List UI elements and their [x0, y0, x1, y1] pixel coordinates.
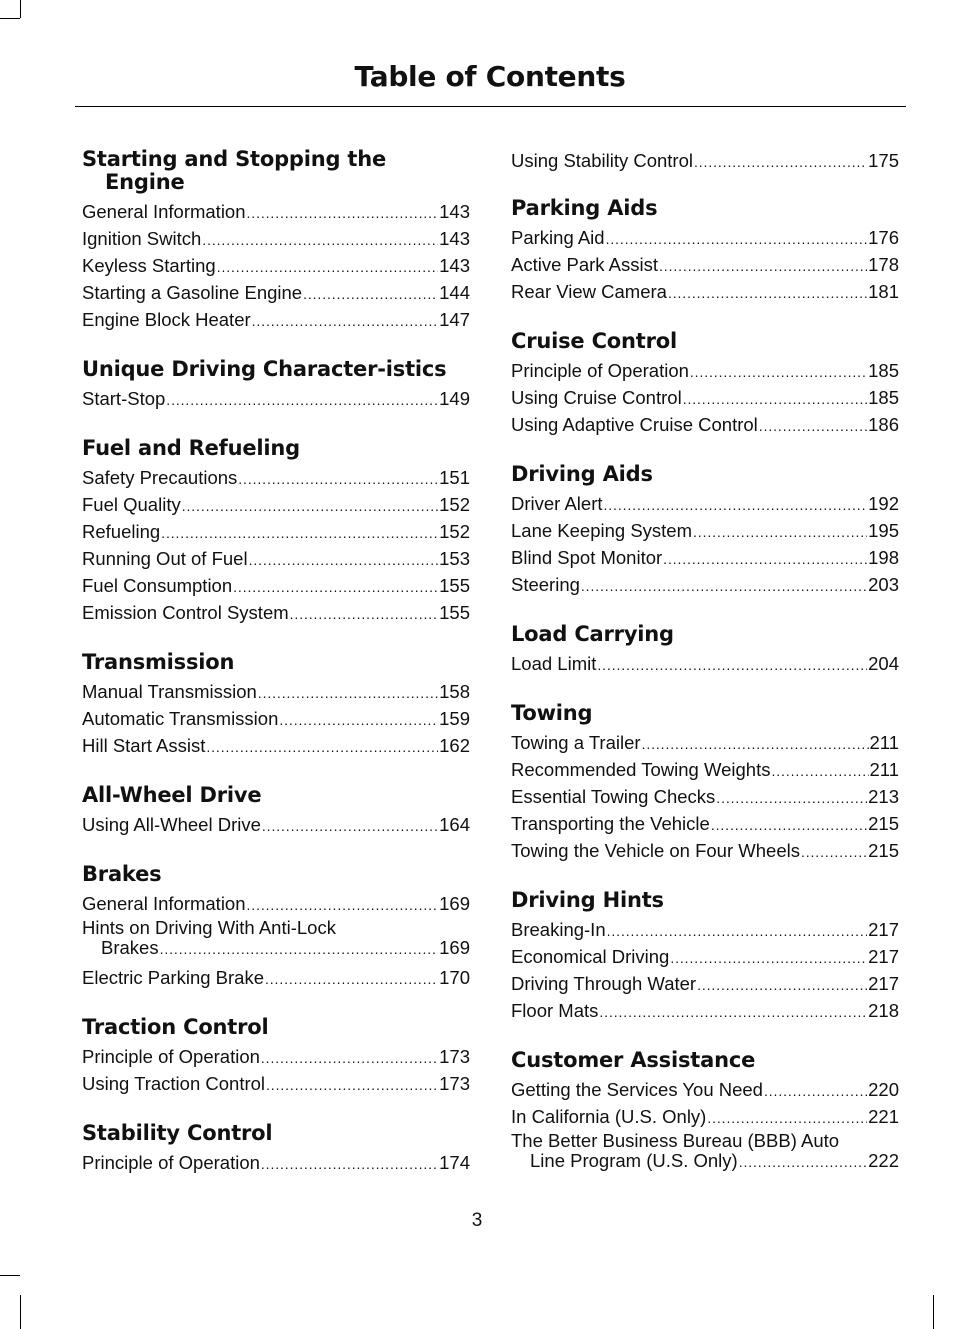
dot-leader — [303, 281, 438, 307]
entry-page-number: 222 — [868, 1150, 899, 1171]
entry-page-number: 211 — [869, 759, 899, 780]
entry-page-number: 155 — [439, 575, 470, 596]
entry-label: Hints on Driving With Anti-Lock — [82, 917, 336, 938]
toc-entry[interactable] — [511, 944, 899, 971]
entry-label: Using Stability Control — [511, 150, 693, 171]
entry-label: Driving Through Water — [511, 973, 697, 994]
entry-label: Using Cruise Control — [511, 387, 682, 408]
dot-leader — [249, 547, 439, 573]
entry-page-number: 198 — [868, 547, 899, 568]
entry-page-number: 174 — [439, 1152, 470, 1173]
entry-label: Driver Alert — [511, 493, 603, 514]
entry-page-number: 164 — [439, 814, 470, 835]
entry-page-number: 169 — [439, 893, 470, 914]
toc-entry[interactable] — [82, 465, 470, 492]
dot-leader — [599, 999, 867, 1025]
entry-label: General Information — [82, 893, 246, 914]
toc-section-towing — [511, 702, 899, 865]
toc-entry[interactable] — [511, 1104, 899, 1131]
toc-left-column — [82, 148, 470, 1201]
dot-leader — [247, 892, 439, 918]
entry-label-continued: Line Program (U.S. Only) — [530, 1150, 738, 1171]
entry-label: Rear View Camera — [511, 281, 667, 302]
entry-page-number: 186 — [868, 414, 899, 435]
entry-label: Blind Spot Monitor — [511, 547, 663, 568]
toc-entry[interactable] — [82, 965, 470, 992]
entry-label: Steering — [511, 574, 580, 595]
toc-section-transmission — [82, 651, 470, 760]
entry-page-number: 155 — [439, 602, 470, 623]
page-title: Table of Contents — [354, 60, 626, 93]
entry-label: Essential Towing Checks — [511, 786, 716, 807]
toc-entry[interactable] — [511, 838, 899, 865]
toc-entry[interactable] — [511, 518, 899, 545]
dot-leader — [604, 492, 868, 518]
section-heading: Stability Control — [82, 1121, 273, 1145]
entry-label: Towing a Trailer — [511, 732, 641, 753]
dot-leader — [711, 812, 867, 838]
entry-page-number: 215 — [868, 840, 899, 861]
entry-label: Using Traction Control — [82, 1073, 266, 1094]
toc-section-unique-driving-character-istics — [82, 358, 470, 413]
toc-entry[interactable] — [82, 918, 470, 965]
section-heading: Customer Assistance — [511, 1048, 756, 1072]
entry-page-number: 162 — [439, 735, 470, 756]
dot-leader — [233, 574, 438, 600]
crop-mark-bottom-left-horizontal — [0, 1275, 20, 1276]
toc-section-all-wheel-drive — [82, 784, 470, 839]
toc-section-fuel-and-refueling — [82, 437, 470, 627]
entry-page-number: 147 — [439, 309, 470, 330]
entry-label: Principle of Operation — [82, 1046, 260, 1067]
dot-leader — [202, 227, 438, 253]
entry-page-number: 143 — [439, 201, 470, 222]
entry-label: Fuel Quality — [82, 494, 181, 515]
toc-entry[interactable] — [511, 651, 899, 678]
entry-label: Manual Transmission — [82, 681, 257, 702]
crop-mark-top-left-vertical — [20, 0, 21, 18]
entry-page-number: 204 — [868, 653, 899, 674]
page-number: 3 — [471, 1210, 483, 1231]
entry-label: Starting a Gasoline Engine — [82, 282, 303, 303]
toc-entry[interactable] — [511, 730, 899, 757]
section-heading: Driving Hints — [511, 888, 664, 912]
toc-section-customer-assistance — [511, 1049, 899, 1178]
dot-leader — [764, 1078, 867, 1104]
toc-section-continued — [511, 148, 899, 175]
section-heading: Brakes — [82, 862, 162, 886]
entry-label: Floor Mats — [511, 1000, 599, 1021]
dot-leader — [642, 731, 869, 757]
toc-entry[interactable] — [511, 148, 899, 175]
entry-page-number: 211 — [869, 732, 899, 753]
toc-entry[interactable] — [82, 307, 470, 334]
toc-entry[interactable] — [511, 572, 899, 599]
toc-entry[interactable] — [82, 226, 470, 253]
dot-leader — [597, 652, 867, 678]
toc-entry[interactable] — [82, 519, 470, 546]
entry-label: Lane Keeping System — [511, 520, 693, 541]
entry-page-number: 153 — [439, 548, 470, 569]
toc-entry[interactable] — [82, 600, 470, 627]
toc-entry[interactable] — [82, 679, 470, 706]
dot-leader — [697, 972, 867, 998]
toc-right-column — [511, 148, 899, 1202]
entry-page-number: 152 — [439, 494, 470, 515]
section-heading: Traction Control — [82, 1015, 269, 1039]
entry-page-number: 203 — [868, 574, 899, 595]
entry-label: Load Limit — [511, 653, 597, 674]
toc-entry[interactable] — [511, 252, 899, 279]
entry-label: Refueling — [82, 521, 161, 542]
entry-page-number: 149 — [439, 388, 470, 409]
toc-entry[interactable] — [82, 546, 470, 573]
toc-section-brakes — [82, 863, 470, 992]
dot-leader — [290, 601, 438, 627]
entry-page-number: 185 — [868, 387, 899, 408]
dot-leader — [801, 839, 867, 865]
dot-leader — [693, 519, 867, 545]
dot-leader — [182, 493, 438, 519]
section-heading: Parking Aids — [511, 196, 658, 220]
toc-entry[interactable] — [82, 891, 470, 918]
toc-entry[interactable] — [82, 386, 470, 413]
entry-label: General Information — [82, 201, 246, 222]
toc-entry[interactable] — [511, 1077, 899, 1104]
entry-label: Running Out of Fuel — [82, 548, 248, 569]
entry-page-number: 221 — [868, 1106, 899, 1127]
entry-label: Getting the Services You Need — [511, 1079, 763, 1100]
toc-entry[interactable] — [511, 385, 899, 412]
entry-label: Ignition Switch — [82, 228, 202, 249]
entry-label-continued: Brakes — [101, 937, 159, 958]
dot-leader — [607, 918, 868, 944]
dot-leader — [707, 1105, 867, 1131]
toc-entry[interactable] — [511, 998, 899, 1025]
toc-section-traction-control — [82, 1016, 470, 1098]
dot-leader — [694, 149, 867, 175]
toc-section-cruise-control — [511, 330, 899, 439]
toc-entry[interactable] — [511, 279, 899, 306]
dot-leader — [252, 308, 438, 334]
dot-leader — [238, 466, 438, 492]
dot-leader — [771, 758, 868, 784]
dot-leader — [258, 680, 438, 706]
toc-entry[interactable] — [82, 573, 470, 600]
entry-page-number: 185 — [868, 360, 899, 381]
entry-page-number: 169 — [439, 937, 470, 958]
entry-page-number: 217 — [868, 973, 899, 994]
entry-page-number: 218 — [868, 1000, 899, 1021]
toc-entry[interactable] — [82, 1071, 470, 1098]
entry-page-number: 195 — [868, 520, 899, 541]
dot-leader — [265, 966, 438, 992]
toc-entry[interactable] — [82, 733, 470, 760]
section-heading: Towing — [511, 701, 593, 725]
dot-leader — [759, 413, 867, 439]
section-heading: Transmission — [82, 650, 235, 674]
entry-page-number: 192 — [868, 493, 899, 514]
toc-entry[interactable] — [82, 1150, 470, 1177]
dot-leader — [581, 573, 867, 599]
section-heading: Fuel and Refueling — [82, 436, 300, 460]
toc-entry[interactable] — [511, 971, 899, 998]
entry-label: Principle of Operation — [511, 360, 689, 381]
entry-label: Emission Control System — [82, 602, 289, 623]
entry-page-number: 220 — [868, 1079, 899, 1100]
toc-section-starting-and-stopping-the-engine — [82, 148, 470, 334]
entry-label: Using Adaptive Cruise Control — [511, 414, 758, 435]
toc-section-driving-hints — [511, 889, 899, 1025]
entry-label: Start-Stop — [82, 388, 166, 409]
entry-label: Using All-Wheel Drive — [82, 814, 261, 835]
toc-section-load-carrying — [511, 623, 899, 678]
dot-leader — [659, 253, 867, 279]
crop-mark-top-left-horizontal — [0, 18, 20, 19]
entry-label: Keyless Starting — [82, 255, 216, 276]
entry-page-number: 170 — [439, 967, 470, 988]
entry-page-number: 173 — [439, 1073, 470, 1094]
entry-page-number: 173 — [439, 1046, 470, 1067]
toc-entry[interactable] — [82, 199, 470, 226]
entry-label: Electric Parking Brake — [82, 967, 264, 988]
toc-entry[interactable] — [511, 545, 899, 572]
entry-page-number: 178 — [868, 254, 899, 275]
toc-entry[interactable] — [82, 280, 470, 307]
dot-leader — [160, 939, 439, 959]
entry-page-number: 143 — [439, 255, 470, 276]
toc-entry[interactable] — [511, 811, 899, 838]
dot-leader — [606, 226, 868, 252]
entry-page-number: 158 — [439, 681, 470, 702]
entry-label: Safety Precautions — [82, 467, 238, 488]
toc-entry[interactable] — [511, 358, 899, 385]
dot-leader — [670, 945, 867, 971]
title-divider — [75, 106, 906, 107]
entry-label: Parking Aid — [511, 227, 605, 248]
entry-page-number: 181 — [868, 281, 899, 302]
toc-entry[interactable] — [511, 784, 899, 811]
dot-leader — [206, 734, 438, 760]
section-heading: Load Carrying — [511, 622, 674, 646]
dot-leader — [690, 359, 867, 385]
section-heading: Starting and Stopping the Engine — [82, 147, 387, 194]
toc-entry[interactable] — [82, 492, 470, 519]
entry-page-number: 175 — [868, 150, 899, 171]
toc-entry[interactable] — [511, 757, 899, 784]
section-heading: Driving Aids — [511, 462, 653, 486]
entry-page-number: 143 — [439, 228, 470, 249]
toc-entry[interactable] — [511, 1131, 899, 1178]
entry-label: Automatic Transmission — [82, 708, 279, 729]
toc-entry[interactable] — [82, 706, 470, 733]
entry-page-number: 213 — [868, 786, 899, 807]
entry-page-number: 159 — [439, 708, 470, 729]
crop-mark-bottom-left-vertical — [20, 1295, 21, 1329]
dot-leader — [262, 813, 438, 839]
dot-leader — [247, 200, 439, 226]
entry-page-number: 215 — [868, 813, 899, 834]
entry-label: In California (U.S. Only) — [511, 1106, 707, 1127]
toc-section-parking-aids — [511, 197, 899, 306]
entry-label: Economical Driving — [511, 946, 670, 967]
toc-section-stability-control — [82, 1122, 470, 1177]
dot-leader — [217, 254, 438, 280]
dot-leader — [739, 1152, 867, 1172]
dot-leader — [261, 1151, 438, 1177]
entry-label: The Better Business Bureau (BBB) Auto — [511, 1130, 840, 1151]
dot-leader — [716, 785, 867, 811]
entry-label: Engine Block Heater — [82, 309, 251, 330]
dot-leader — [279, 707, 438, 733]
crop-mark-bottom-right-vertical — [933, 1295, 934, 1329]
entry-label: Breaking-In — [511, 919, 606, 940]
toc-entry[interactable] — [511, 491, 899, 518]
entry-label: Recommended Towing Weights — [511, 759, 771, 780]
entry-page-number: 217 — [868, 919, 899, 940]
section-heading: All-Wheel Drive — [82, 783, 262, 807]
section-heading: Unique Driving Character-istics — [82, 357, 447, 381]
entry-page-number: 151 — [439, 467, 470, 488]
toc-entry[interactable] — [82, 253, 470, 280]
entry-label: Towing the Vehicle on Four Wheels — [511, 840, 800, 861]
entry-label: Principle of Operation — [82, 1152, 260, 1173]
entry-label: Hill Start Assist — [82, 735, 206, 756]
entry-page-number: 152 — [439, 521, 470, 542]
entry-label: Active Park Assist — [511, 254, 659, 275]
toc-entry[interactable] — [82, 812, 470, 839]
entry-page-number: 144 — [439, 282, 470, 303]
toc-entry[interactable] — [511, 412, 899, 439]
toc-entry[interactable] — [511, 225, 899, 252]
entry-label: Fuel Consumption — [82, 575, 233, 596]
dot-leader — [261, 1045, 438, 1071]
toc-entry[interactable] — [82, 1044, 470, 1071]
entry-label: Transporting the Vehicle — [511, 813, 710, 834]
toc-entry[interactable] — [511, 917, 899, 944]
dot-leader — [161, 520, 438, 546]
entry-page-number: 176 — [868, 227, 899, 248]
toc-section-driving-aids — [511, 463, 899, 599]
dot-leader — [166, 387, 438, 413]
dot-leader — [668, 280, 867, 306]
dot-leader — [663, 546, 867, 572]
section-heading: Cruise Control — [511, 329, 677, 353]
entry-page-number: 217 — [868, 946, 899, 967]
dot-leader — [266, 1072, 438, 1098]
dot-leader — [683, 386, 867, 412]
